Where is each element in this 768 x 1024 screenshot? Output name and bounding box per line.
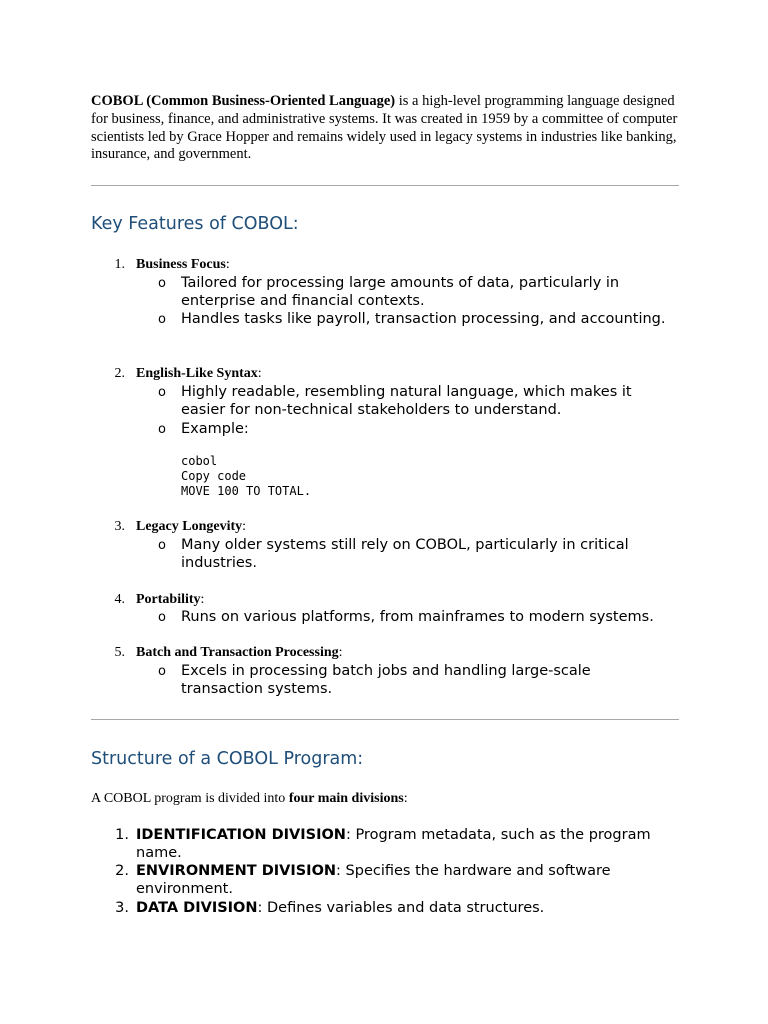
division-text bbox=[136, 899, 681, 917]
feature-number: 4. bbox=[114, 592, 125, 607]
feature-number: 1. bbox=[114, 257, 125, 272]
intro-term: COBOL (Common Business-Oriented Language) bbox=[91, 93, 396, 109]
feature-title: Business Focus bbox=[136, 257, 226, 272]
feature-title: Legacy Longevity bbox=[136, 519, 243, 534]
feature-number: 3. bbox=[114, 519, 125, 534]
features-heading: Key Features of COBOL: bbox=[91, 214, 299, 234]
division-desc: : Defines variables and data structures. bbox=[257, 900, 545, 916]
structure-intro-emphasis: four main divisions bbox=[288, 791, 404, 806]
division-text bbox=[136, 826, 681, 863]
bullet-text: Many older systems still rely on COBOL, particularly in critical industries. bbox=[181, 537, 629, 572]
feature-number: 5. bbox=[114, 645, 125, 660]
bullet-marker: o bbox=[158, 610, 166, 625]
colon: : bbox=[200, 592, 205, 607]
feature-number: 2. bbox=[114, 366, 125, 381]
intro-text: is a high-level programming language designed for business, finance, and administrative systems. It was created in 1959 by a committee of computer scientists led by Grace Hopper and remains widely used in legacy systems in industries like banking, insurance, and government. bbox=[91, 93, 678, 163]
bullet-marker: o bbox=[158, 422, 166, 437]
division-name: ENVIRONMENT DIVISION bbox=[136, 863, 337, 879]
feature-title: Batch and Transaction Processing bbox=[136, 645, 339, 660]
section-divider bbox=[91, 185, 679, 186]
bullet-text: Excels in processing batch jobs and handling large-scale transaction systems. bbox=[181, 663, 591, 698]
bullet-marker: o bbox=[158, 385, 166, 400]
division-number: 1. bbox=[115, 827, 129, 843]
feature-title-line bbox=[136, 644, 343, 662]
feature-title-line bbox=[136, 256, 230, 274]
code-snippet: MOVE 100 TO TOTAL. bbox=[181, 484, 312, 498]
division-name: IDENTIFICATION DIVISION bbox=[136, 827, 346, 843]
division-number: 3. bbox=[115, 900, 129, 916]
section-divider bbox=[91, 719, 679, 720]
intro-paragraph bbox=[91, 93, 679, 164]
feature-title-line bbox=[136, 591, 204, 609]
bullet-marker: o bbox=[158, 276, 166, 291]
bullet-marker: o bbox=[158, 538, 166, 553]
feature-title: Portability bbox=[136, 592, 201, 607]
bullet-text: Highly readable, resembling natural language, which makes it easier for non-technical stakeholders to understand. bbox=[181, 384, 632, 419]
copy-code-button[interactable]: Copy code bbox=[181, 469, 247, 483]
division-desc: : Program metadata, such as the program name. bbox=[136, 827, 651, 862]
colon: : bbox=[242, 519, 247, 534]
code-language-label: cobol bbox=[181, 454, 218, 468]
structure-intro-suffix: : bbox=[403, 791, 408, 806]
bullet-text: Tailored for processing large amounts of data, particularly in enterprise and financial contexts. bbox=[181, 275, 620, 310]
bullet-marker: o bbox=[158, 664, 166, 679]
bullet-text: Handles tasks like payroll, transaction processing, and accounting. bbox=[181, 311, 666, 327]
colon: : bbox=[257, 366, 262, 381]
feature-title-line bbox=[136, 365, 262, 383]
colon: : bbox=[338, 645, 343, 660]
structure-heading: Structure of a COBOL Program: bbox=[91, 749, 364, 769]
division-number: 2. bbox=[115, 863, 129, 879]
division-desc: : Specifies the hardware and software environment. bbox=[136, 863, 611, 898]
colon: : bbox=[225, 257, 230, 272]
bullet-marker: o bbox=[158, 312, 166, 327]
structure-intro-text: A COBOL program is divided into bbox=[91, 791, 289, 806]
bullet-text: Example: bbox=[181, 421, 249, 437]
division-name: DATA DIVISION bbox=[136, 900, 258, 916]
feature-title: English-Like Syntax bbox=[136, 366, 258, 381]
feature-title-line bbox=[136, 518, 246, 536]
bullet-text: Runs on various platforms, from mainframes to modern systems. bbox=[181, 609, 654, 625]
division-text bbox=[136, 862, 681, 899]
structure-intro bbox=[91, 790, 408, 808]
